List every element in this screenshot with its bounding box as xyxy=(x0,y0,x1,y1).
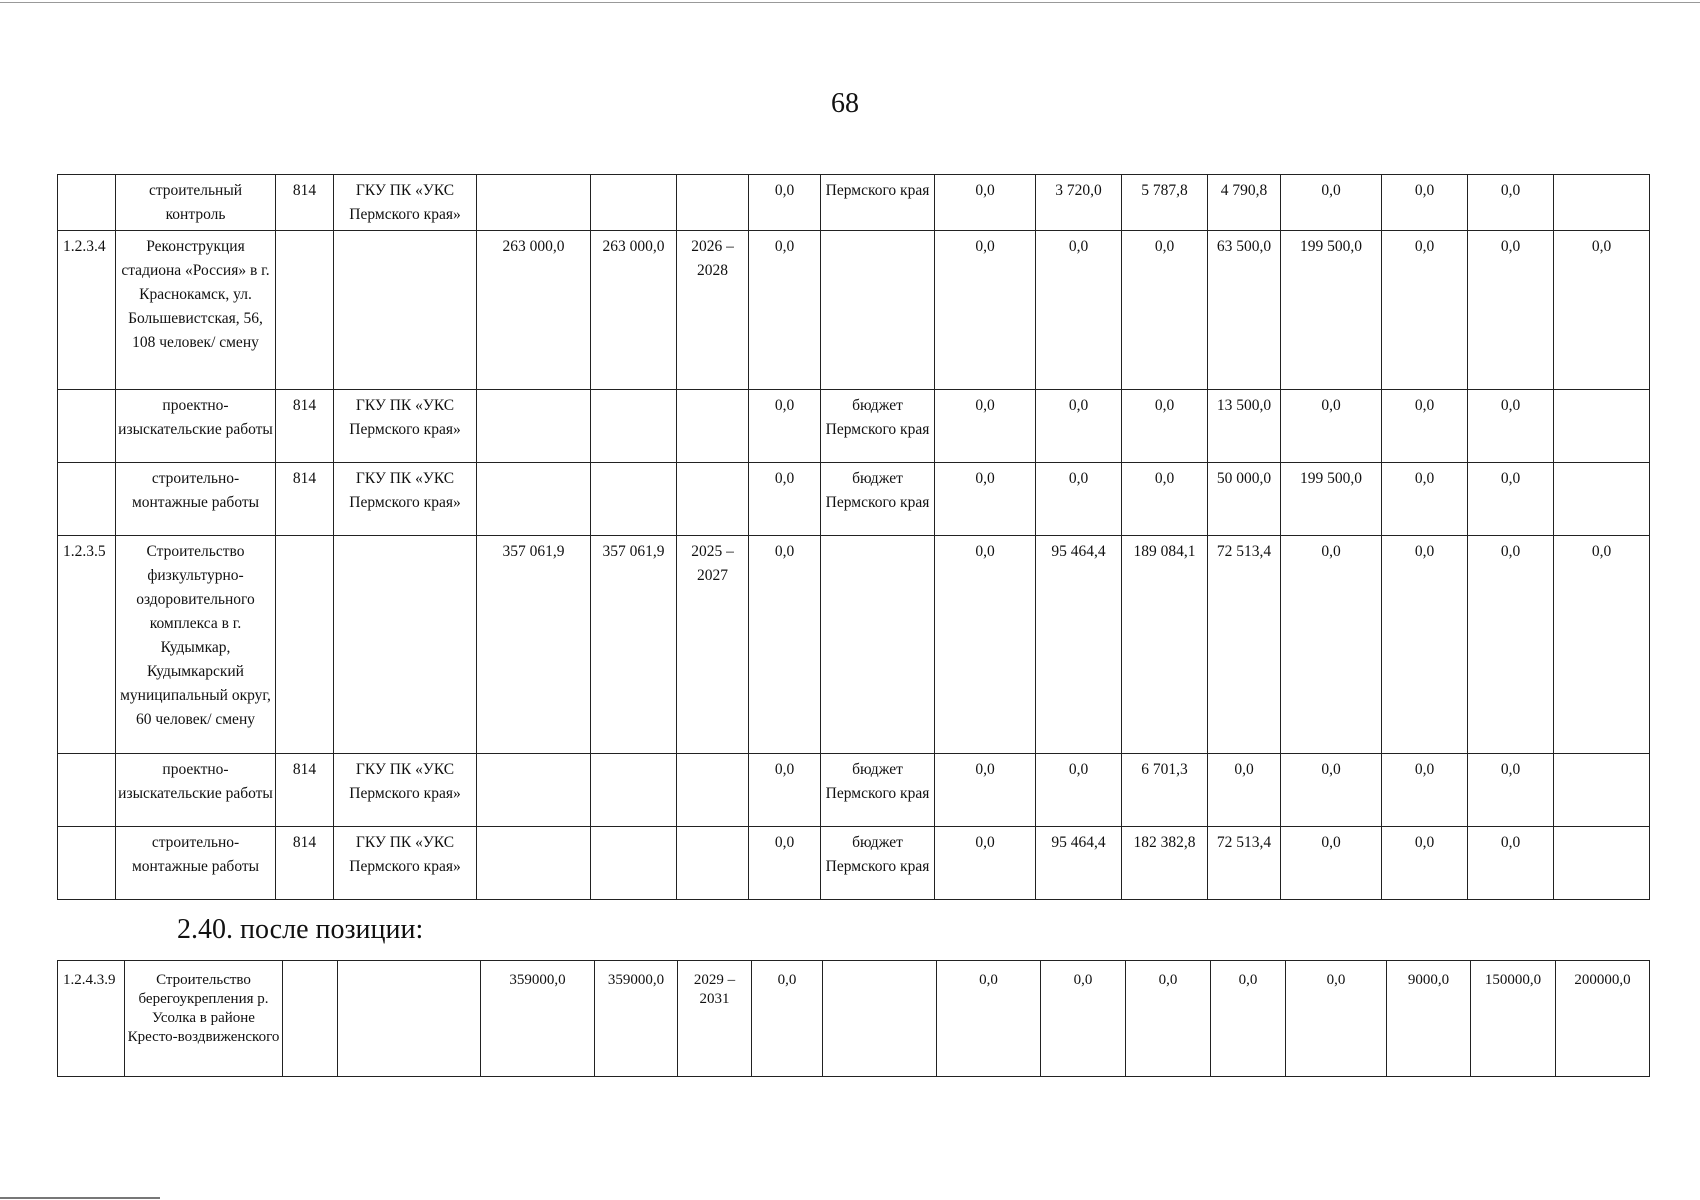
funding-source-cell: бюджет Пермского края xyxy=(821,754,935,827)
position-code-cell xyxy=(58,754,116,827)
year-value-cell-v6: 0,0 xyxy=(1382,827,1468,900)
total-cost-cell: 263 000,0 xyxy=(477,231,591,390)
year-value-cell-v1: 0,0 xyxy=(935,536,1036,754)
section-heading: 2.40. после позиции: xyxy=(177,914,424,945)
budget-table xyxy=(57,174,1650,900)
year-value-cell-v3: 0,0 xyxy=(1122,463,1208,536)
year-value-cell-v2: 0,0 xyxy=(1036,754,1122,827)
year-value-cell-v8: 0,0 xyxy=(1554,231,1650,390)
year-value-cell-v5: 0,0 xyxy=(1281,175,1382,231)
year-value-cell-v5: 0,0 xyxy=(1281,827,1382,900)
position-name-cell: Строительство физкультурно-оздоровительного комплекса в г. Кудымкар, Кудымкарский муниципальный округ, 60 человек/ смену xyxy=(116,536,276,754)
amount-cell: 0,0 xyxy=(749,754,821,827)
total-cost-cell xyxy=(477,754,591,827)
year-value-cell-v2: 0,0 xyxy=(1036,463,1122,536)
year-value-cell-v6: 9000,0 xyxy=(1387,961,1471,1077)
total-cost-cell: 359000,0 xyxy=(481,961,595,1077)
executor-cell xyxy=(334,536,477,754)
year-value-cell-v1: 0,0 xyxy=(937,961,1041,1077)
cost-cell xyxy=(591,827,677,900)
position-code-cell xyxy=(58,463,116,536)
year-value-cell-v6: 0,0 xyxy=(1382,231,1468,390)
year-value-cell-v8 xyxy=(1554,463,1650,536)
year-value-cell-v5: 0,0 xyxy=(1281,754,1382,827)
executor-cell: ГКУ ПК «УКС Пермского края» xyxy=(334,463,477,536)
year-value-cell-v5: 199 500,0 xyxy=(1281,231,1382,390)
cost-cell xyxy=(591,175,677,231)
position-code-cell xyxy=(58,175,116,231)
year-value-cell-v2: 95 464,4 xyxy=(1036,536,1122,754)
funding-source-cell xyxy=(821,536,935,754)
year-value-cell-v7: 0,0 xyxy=(1468,827,1554,900)
period-cell xyxy=(677,754,749,827)
year-value-cell-v4: 63 500,0 xyxy=(1208,231,1281,390)
table-row xyxy=(58,463,1650,536)
year-value-cell-v3: 0,0 xyxy=(1126,961,1211,1077)
year-value-cell-v3: 0,0 xyxy=(1122,231,1208,390)
grbs-code-cell xyxy=(276,536,334,754)
position-name-cell: проектно-изыскательские работы xyxy=(116,754,276,827)
year-value-cell-v4: 72 513,4 xyxy=(1208,536,1281,754)
year-value-cell-v7: 0,0 xyxy=(1468,175,1554,231)
period-cell: 2026 – 2028 xyxy=(677,231,749,390)
total-cost-cell xyxy=(477,175,591,231)
year-value-cell-v1: 0,0 xyxy=(935,463,1036,536)
year-value-cell-v2: 0,0 xyxy=(1036,231,1122,390)
cost-cell xyxy=(591,390,677,463)
table-row xyxy=(58,175,1650,231)
table-row xyxy=(58,231,1650,390)
year-value-cell-v2: 3 720,0 xyxy=(1036,175,1122,231)
funding-source-cell: Пермского края xyxy=(821,175,935,231)
year-value-cell-v7: 0,0 xyxy=(1468,390,1554,463)
amount-cell: 0,0 xyxy=(749,231,821,390)
position-name-cell: проектно-изыскательские работы xyxy=(116,390,276,463)
executor-cell xyxy=(334,231,477,390)
page-number: 68 xyxy=(831,88,859,119)
year-value-cell-v8 xyxy=(1554,175,1650,231)
cost-cell: 357 061,9 xyxy=(591,536,677,754)
grbs-code-cell: 814 xyxy=(276,463,334,536)
year-value-cell-v5: 0,0 xyxy=(1286,961,1387,1077)
year-value-cell-v1: 0,0 xyxy=(935,390,1036,463)
table-row xyxy=(58,827,1650,900)
year-value-cell-v6: 0,0 xyxy=(1382,754,1468,827)
period-cell xyxy=(677,390,749,463)
year-value-cell-v8 xyxy=(1554,390,1650,463)
amount-cell: 0,0 xyxy=(749,536,821,754)
year-value-cell-v8 xyxy=(1554,754,1650,827)
period-cell xyxy=(677,175,749,231)
table-row xyxy=(58,754,1650,827)
total-cost-cell xyxy=(477,390,591,463)
year-value-cell-v7: 0,0 xyxy=(1468,754,1554,827)
cost-cell: 359000,0 xyxy=(595,961,678,1077)
position-name-cell: Строительство берегоукрепления р. Усолка в районе Кресто-воздвиженского xyxy=(125,961,283,1077)
year-value-cell-v4: 0,0 xyxy=(1208,754,1281,827)
cost-cell: 263 000,0 xyxy=(591,231,677,390)
year-value-cell-v3: 182 382,8 xyxy=(1122,827,1208,900)
year-value-cell-v7: 150000,0 xyxy=(1471,961,1556,1077)
year-value-cell-v3: 6 701,3 xyxy=(1122,754,1208,827)
executor-cell xyxy=(338,961,481,1077)
amount-cell: 0,0 xyxy=(749,175,821,231)
year-value-cell-v4: 50 000,0 xyxy=(1208,463,1281,536)
executor-cell: ГКУ ПК «УКС Пермского края» xyxy=(334,827,477,900)
year-value-cell-v6: 0,0 xyxy=(1382,463,1468,536)
amount-cell: 0,0 xyxy=(749,390,821,463)
year-value-cell-v5: 0,0 xyxy=(1281,536,1382,754)
period-cell: 2025 – 2027 xyxy=(677,536,749,754)
grbs-code-cell: 814 xyxy=(276,827,334,900)
total-cost-cell: 357 061,9 xyxy=(477,536,591,754)
grbs-code-cell xyxy=(276,231,334,390)
total-cost-cell xyxy=(477,463,591,536)
year-value-cell-v3: 189 084,1 xyxy=(1122,536,1208,754)
table-row xyxy=(58,390,1650,463)
funding-source-cell: бюджет Пермского края xyxy=(821,827,935,900)
year-value-cell-v1: 0,0 xyxy=(935,754,1036,827)
year-value-cell-v1: 0,0 xyxy=(935,175,1036,231)
cost-cell xyxy=(591,754,677,827)
grbs-code-cell: 814 xyxy=(276,390,334,463)
funding-source-cell xyxy=(821,231,935,390)
year-value-cell-v3: 5 787,8 xyxy=(1122,175,1208,231)
year-value-cell-v7: 0,0 xyxy=(1468,231,1554,390)
funding-source-cell: бюджет Пермского края xyxy=(821,463,935,536)
position-name-cell: строительно-монтажные работы xyxy=(116,463,276,536)
grbs-code-cell xyxy=(283,961,338,1077)
year-value-cell-v4: 72 513,4 xyxy=(1208,827,1281,900)
amount-cell: 0,0 xyxy=(752,961,823,1077)
year-value-cell-v6: 0,0 xyxy=(1382,390,1468,463)
funding-source-cell xyxy=(823,961,937,1077)
total-cost-cell xyxy=(477,827,591,900)
executor-cell: ГКУ ПК «УКС Пермского края» xyxy=(334,754,477,827)
position-name-cell: строительный контроль xyxy=(116,175,276,231)
year-value-cell-v8: 0,0 xyxy=(1554,536,1650,754)
funding-source-cell: бюджет Пермского края xyxy=(821,390,935,463)
year-value-cell-v2: 95 464,4 xyxy=(1036,827,1122,900)
inserted-position-table xyxy=(57,960,1650,1077)
position-code-cell: 1.2.3.4 xyxy=(58,231,116,390)
year-value-cell-v7: 0,0 xyxy=(1468,463,1554,536)
year-value-cell-v8 xyxy=(1554,827,1650,900)
scan-edge-bottom xyxy=(0,1197,160,1199)
period-cell xyxy=(677,463,749,536)
year-value-cell-v8: 200000,0 xyxy=(1556,961,1650,1077)
year-value-cell-v2: 0,0 xyxy=(1041,961,1126,1077)
year-value-cell-v6: 0,0 xyxy=(1382,536,1468,754)
position-code-cell xyxy=(58,827,116,900)
executor-cell: ГКУ ПК «УКС Пермского края» xyxy=(334,390,477,463)
position-code-cell: 1.2.3.5 xyxy=(58,536,116,754)
table-row xyxy=(58,961,1650,1077)
amount-cell: 0,0 xyxy=(749,827,821,900)
year-value-cell-v6: 0,0 xyxy=(1382,175,1468,231)
year-value-cell-v2: 0,0 xyxy=(1036,390,1122,463)
year-value-cell-v1: 0,0 xyxy=(935,231,1036,390)
position-name-cell: строительно-монтажные работы xyxy=(116,827,276,900)
grbs-code-cell: 814 xyxy=(276,175,334,231)
table-row xyxy=(58,536,1650,754)
year-value-cell-v1: 0,0 xyxy=(935,827,1036,900)
period-cell: 2029 – 2031 xyxy=(678,961,752,1077)
amount-cell: 0,0 xyxy=(749,463,821,536)
year-value-cell-v3: 0,0 xyxy=(1122,390,1208,463)
cost-cell xyxy=(591,463,677,536)
grbs-code-cell: 814 xyxy=(276,754,334,827)
scan-edge-top xyxy=(0,2,1700,3)
year-value-cell-v5: 199 500,0 xyxy=(1281,463,1382,536)
executor-cell: ГКУ ПК «УКС Пермского края» xyxy=(334,175,477,231)
year-value-cell-v7: 0,0 xyxy=(1468,536,1554,754)
year-value-cell-v4: 0,0 xyxy=(1211,961,1286,1077)
year-value-cell-v4: 13 500,0 xyxy=(1208,390,1281,463)
position-code-cell xyxy=(58,390,116,463)
year-value-cell-v4: 4 790,8 xyxy=(1208,175,1281,231)
position-code-cell: 1.2.4.3.9 xyxy=(58,961,125,1077)
period-cell xyxy=(677,827,749,900)
position-name-cell: Реконструкция стадиона «Россия» в г. Краснокамск, ул. Большевистская, 56, 108 человек/ смену xyxy=(116,231,276,390)
year-value-cell-v5: 0,0 xyxy=(1281,390,1382,463)
